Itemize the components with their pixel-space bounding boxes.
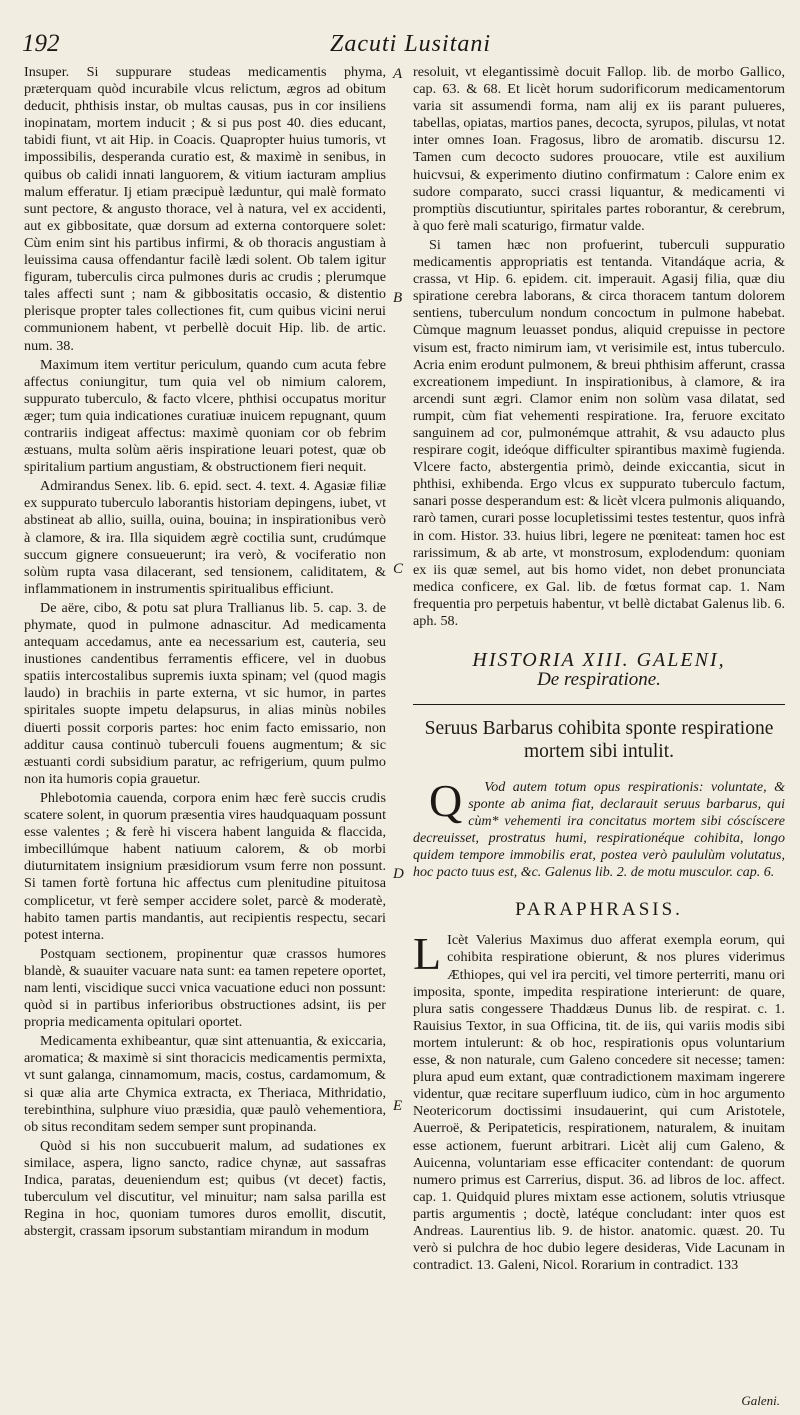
page-number: 192 <box>22 30 60 57</box>
left-paragraph: Maximum item vertitur periculum, quando cum acuta febre affectus coniungitur, tum quia vel ob nimium calorem, suppurato tuberculo, & facto vlcere, phthisi occupatus moritur æger; tum quia indicationes curatiuæ inuicem repugnant, quum contrariis indigeat affectus: maximè quoniam cor ob febrim æstuans, multa solùm aëris inspiratione leuari potest, quæ ob spiritalium partium angustiam, & obstructionem fieri nequit. <box>24 356 386 476</box>
divider <box>413 704 785 705</box>
paraphrasis-text <box>413 928 785 1274</box>
margin-letter-e: E <box>393 1098 403 1114</box>
paraphrasis-body: Icèt Valerius Maximus duo afferat exempla eorum, qui cohibita respiratione obierunt, & nos plures viderimus Æthiopes, qui vel ira perciti, vel timore perterriti, manu ori imposita, sponte, impedita respiratione interierunt: de quare, plura satis congessere Thaddæus Dunus lib. de respirat. c. 1. Rauisius Textor, in sua Officina, tit. de iis, qui variis modis sibi mortem intulerunt: & ob hoc, respirationis opus voluntarium esse, & non naturale, cum Galeno concedere sit necesse; tamen: plura apud eum extant, quæ contradictionem maximam ingerere videntur, quæ recitare superfluum iudico, cùm in hoc argumento Neotericorum doctissimi insudauerint, qui cum Aristotele, Auerroë, & Peripateticis, respirationem, naturalem, & inuitam esse actionem, fuerunt arbitrari. Licèt alij cum Galeno, & Auicenna, voluntariam esse efficaciter contendant: de quorum numero primus est Carrerius, disput. 36. ad libros de loc. affect. cap. 1. Quidquid plures mixtam esse actionem, solutis vtriusque partis argumentis ; doctè, latéque concludant: inter quos est Andreas. Laurentius lib. 9. de histor. anatomic. quæst. 20. Tu verò si pulchra de hoc dubio legere desideras, Vide Lacunam in contradict. 13. Galeni, Nicol. Rorarium in contradict. 133 <box>413 932 785 1274</box>
history-title: HISTORIA XIII. GALENI, <box>472 649 726 672</box>
left-paragraph: Postquam sectionem, propinentur quæ crassos humores blandè, & suauiter vacuare nata sunt: ea tamen repetere oportet, nam lenti, viscidique succi vnica vacuatione educi non possunt: quòd si in partibus inferioribus obstructiones adsint, iis per propria medicamenta opitulari oportet. <box>24 945 386 1031</box>
margin-letter-d: D <box>393 866 404 882</box>
margin-letter-c: C <box>393 561 404 577</box>
history-summary: Seruus Barbarus cohibita sponte respiratione mortem sibi intulit. <box>424 718 774 763</box>
left-paragraph: De aëre, cibo, & potu sat plura Trallianus lib. 5. cap. 3. de phymate, quod in pulmone adnascitur. Ad medicamenta antequam accedamus, ante ea necessarium est, cauteria, seu inustiones candentibus ferramentis efficere, vel in duobus spatiis intercostalibus supremis iuxta spinam; vel (quod magis laudo) in brachiis in parte externa, vt sic humor, in partes spiritales suopte impetu delapsurus, in alias minùs nobiles diuerti possit corporis partes: hoc enim facto emissario, non additur causa continuò tuberculi fouens augmentum; & sic æstuanti cordi subsidium paratur, ac refrigerium, quum pulmo non ita humoris copia grauetur. <box>24 599 386 787</box>
right-paragraph: resoluit, vt elegantissimè docuit Fallop. lib. de morbo Gallico, cap. 63. & 68. Et licèt horum sudorificorum medicamentorum varia sit assumendi forma, nam alij ex iis parant pulueres, tabellas, opiatas, martios panes, decocta, syrupos, pilulas, vt notat inter omnes Ioan. Fragosus, libro de aromatib. discursu 12. Tamen cum decocto sudores prouocare, vtile est auxilium huicvsui, & experimento diutino confirmatum : Calore enim ex sudore comparato, succi crassi liquantur, & medicamenti vi promptiùs discutiuntur, spiritales partes roborantur, & cerebrum, à quo ferè mali scaturigo, firmatur valde. <box>413 64 785 234</box>
margin-letter-a: A <box>393 66 403 82</box>
left-column <box>24 64 386 1242</box>
drop-cap-q: Q <box>429 775 463 827</box>
left-paragraph: Insuper. Si suppurare studeas medicamentis phyma, præterquam quòd incurabile vlcus relictum, ægros ad obitum deducit, phthisis instar, ob multas causas, pus in cor insiliens inopinatam, mortem inducit ; & si pus post 40. dies educant, tabidi fiunt, vt ait Hip. in Coacis. Quapropter huius tumoris, vt impossibilis, desperanda curatio est, & maximè in senibus, in quibus ob calidi innati languorem, & vitium iacturam amplius malum efferatur. Ij etiam præcipuè læduntur, qui malè formato sunt pectore, & angusto thorace, vel à natura, vel ex accidenti, aut ex gibbositate, quæ dorsum ad externa contorquere solet: Cùm enim sint his partibus infirmi, & ob thoracis angustiam à leuissima causa offendantur facilè lædi solent. Ob talem igitur figuram, tuberculis circa pulmones duris ac crudis ; plerumque tales affecti sunt ; nam & gibbositatis occasio, & distentio plerisque propter tales collectiones fit, cum quibus vicini nerui communionem habent, vt perbellè docuit Hip. lib. de artic. num. 38. <box>24 64 386 354</box>
left-paragraph: Phlebotomia cauenda, corpora enim hæc ferè succis crudis scatere solent, in quorum præsentia vires haudquaquam possunt esse valentes ; & ferè hi viscera habent languida & flaccida, imbecillúmque habent natiuum calorem, & ob morbi diuturnitatem insignium præsidiorum vsum ferre non possunt. Si tamen fortè fortuna hic affectus cum plenitudine pituitosa complicetur, vt ferè semper accidere solet, parcè & moderatè, habito tamen partis mandantis, aut recipientis respectu, secari potest interna. <box>24 789 386 943</box>
left-paragraph: Quòd si his non succubuerit malum, ad sudationes ex similace, aspera, ligno sancto, radice chynæ, aut sassafras Indica, paratas, deueniendum est; quibus (vt decet) factis, tuberculum vel discutitur, vel minuitur; nam salsa parilla est Regina in hoc, quoniam tumores duros emollit, discutit, abstergit, crassam ipsorum substantiam mirandum in modum <box>24 1137 386 1240</box>
paraphrasis-heading: PARAPHRASIS. <box>515 899 683 921</box>
running-title: Zacuti Lusitani <box>330 31 492 57</box>
right-paragraph: Si tamen hæc non profuerint, tuberculi suppuratio medicamentis appropriatis est tentanda. Vitandáque acria, & crassa, vt Hip. 6. epidem. cit. imperauit. Agasij filia, quæ diu spiratione cerebra laborans, & circa thoracem tantum dolorem sentiens, tuberculum nondum concoctum in pulmone habebat. Cùmque magnum leuasset pondus, aliquid crepuisse in pectore visum est, fracto nimirum iam, vt verisimile est, intus tuberculo. Acria enim erodunt pulmonem, & breui phthisim afferunt, crassa excreationem impediunt. In inspirationibus, à clamore, & ira arcendi sunt ægri. Clamor enim non solùm vasa dilatat, sed rumpit, cùm fiat vehementi respiratione. Ira, feruore excitato sanguinem ad cor, pulmonémque attrahit, & vsu adaucto plus respirare cogit, ideóque difficulter spirantibus maximè fugienda. Vlcere facto, abstergentia primò, deinde exiccantia, sicut in phthisi, exhibenda. Ergo vlcus ex suppurato tuberculo factum, sanari posse desperandum est: & licèt vlcera pulmonis aliquando, rarò tamen, curari posse locupletissimi testes testentur, quos infrà in com. Histor. 33. huius libri, legere ne pœniteat: tamen hoc est rarissimum, & ab arte, vt monstrosum, explodendum: quoniam ex iis quæ semel, aut bis homo videt, non debet pronunciata medica conficere, ex Gal. lib. de fœtus format cap. 1. Nam frequentia pro perpetuis habentur, vt bellè dictabat Galenus lib. 6. aph. 58. <box>413 236 785 629</box>
right-column <box>413 64 785 1276</box>
history-subtitle: De respiratione. <box>537 669 661 691</box>
catchword: Galeni. <box>741 1393 780 1408</box>
drop-cap-l: L <box>413 928 442 980</box>
galen-quote <box>413 775 785 881</box>
galen-quote-text: Vod autem totum opus respirationis: voluntate, & sponte ab anima fiat, declarauit seruus barbarus, qui cùm* vehementi ira concitatus mortem sibi cóscíscere decreuisset, prostratus humi, respirationéque cohibita, longo quidem tempore immobilis erat, postea verò paululùm volutatus, hoc pacto tuus est, &c. Galenus lib. 2. de motu musculor. cap. 6. <box>413 780 785 881</box>
left-paragraph: Medicamenta exhibeantur, quæ sint attenuantia, & exiccaria, aromatica; & maximè si sint thoracicis medicamentis permixta, vt sunt galanga, cinnamomum, macis, costus, cardamomum, & si quæ alia arte Chymica extracta, ex Theriaca, Mithridatio, terebinthina, sulphure viuo præsidia, quæ paulò vehementiora, ob situs reconditam sedem semper sunt propinanda. <box>24 1033 386 1135</box>
margin-letter-b: B <box>393 290 403 306</box>
left-paragraph: Admirandus Senex. lib. 6. epid. sect. 4. text. 4. Agasiæ filiæ ex suppurato tuberculo laborantis historiam depingens, iubet, vt abstineat ab allio, suilla, ouina, bouina; in inspirationibus verò à clamore, & ira. Illa siquidem ægrè coctilia sunt, crudúmque succum gignere consueuerunt; ira verò, & vociferatio non solùm rupta vasa dilacerant, sed tensionem, caliditatem, & inflammationem in instrumentis spiritualibus efficiunt. <box>24 478 386 597</box>
